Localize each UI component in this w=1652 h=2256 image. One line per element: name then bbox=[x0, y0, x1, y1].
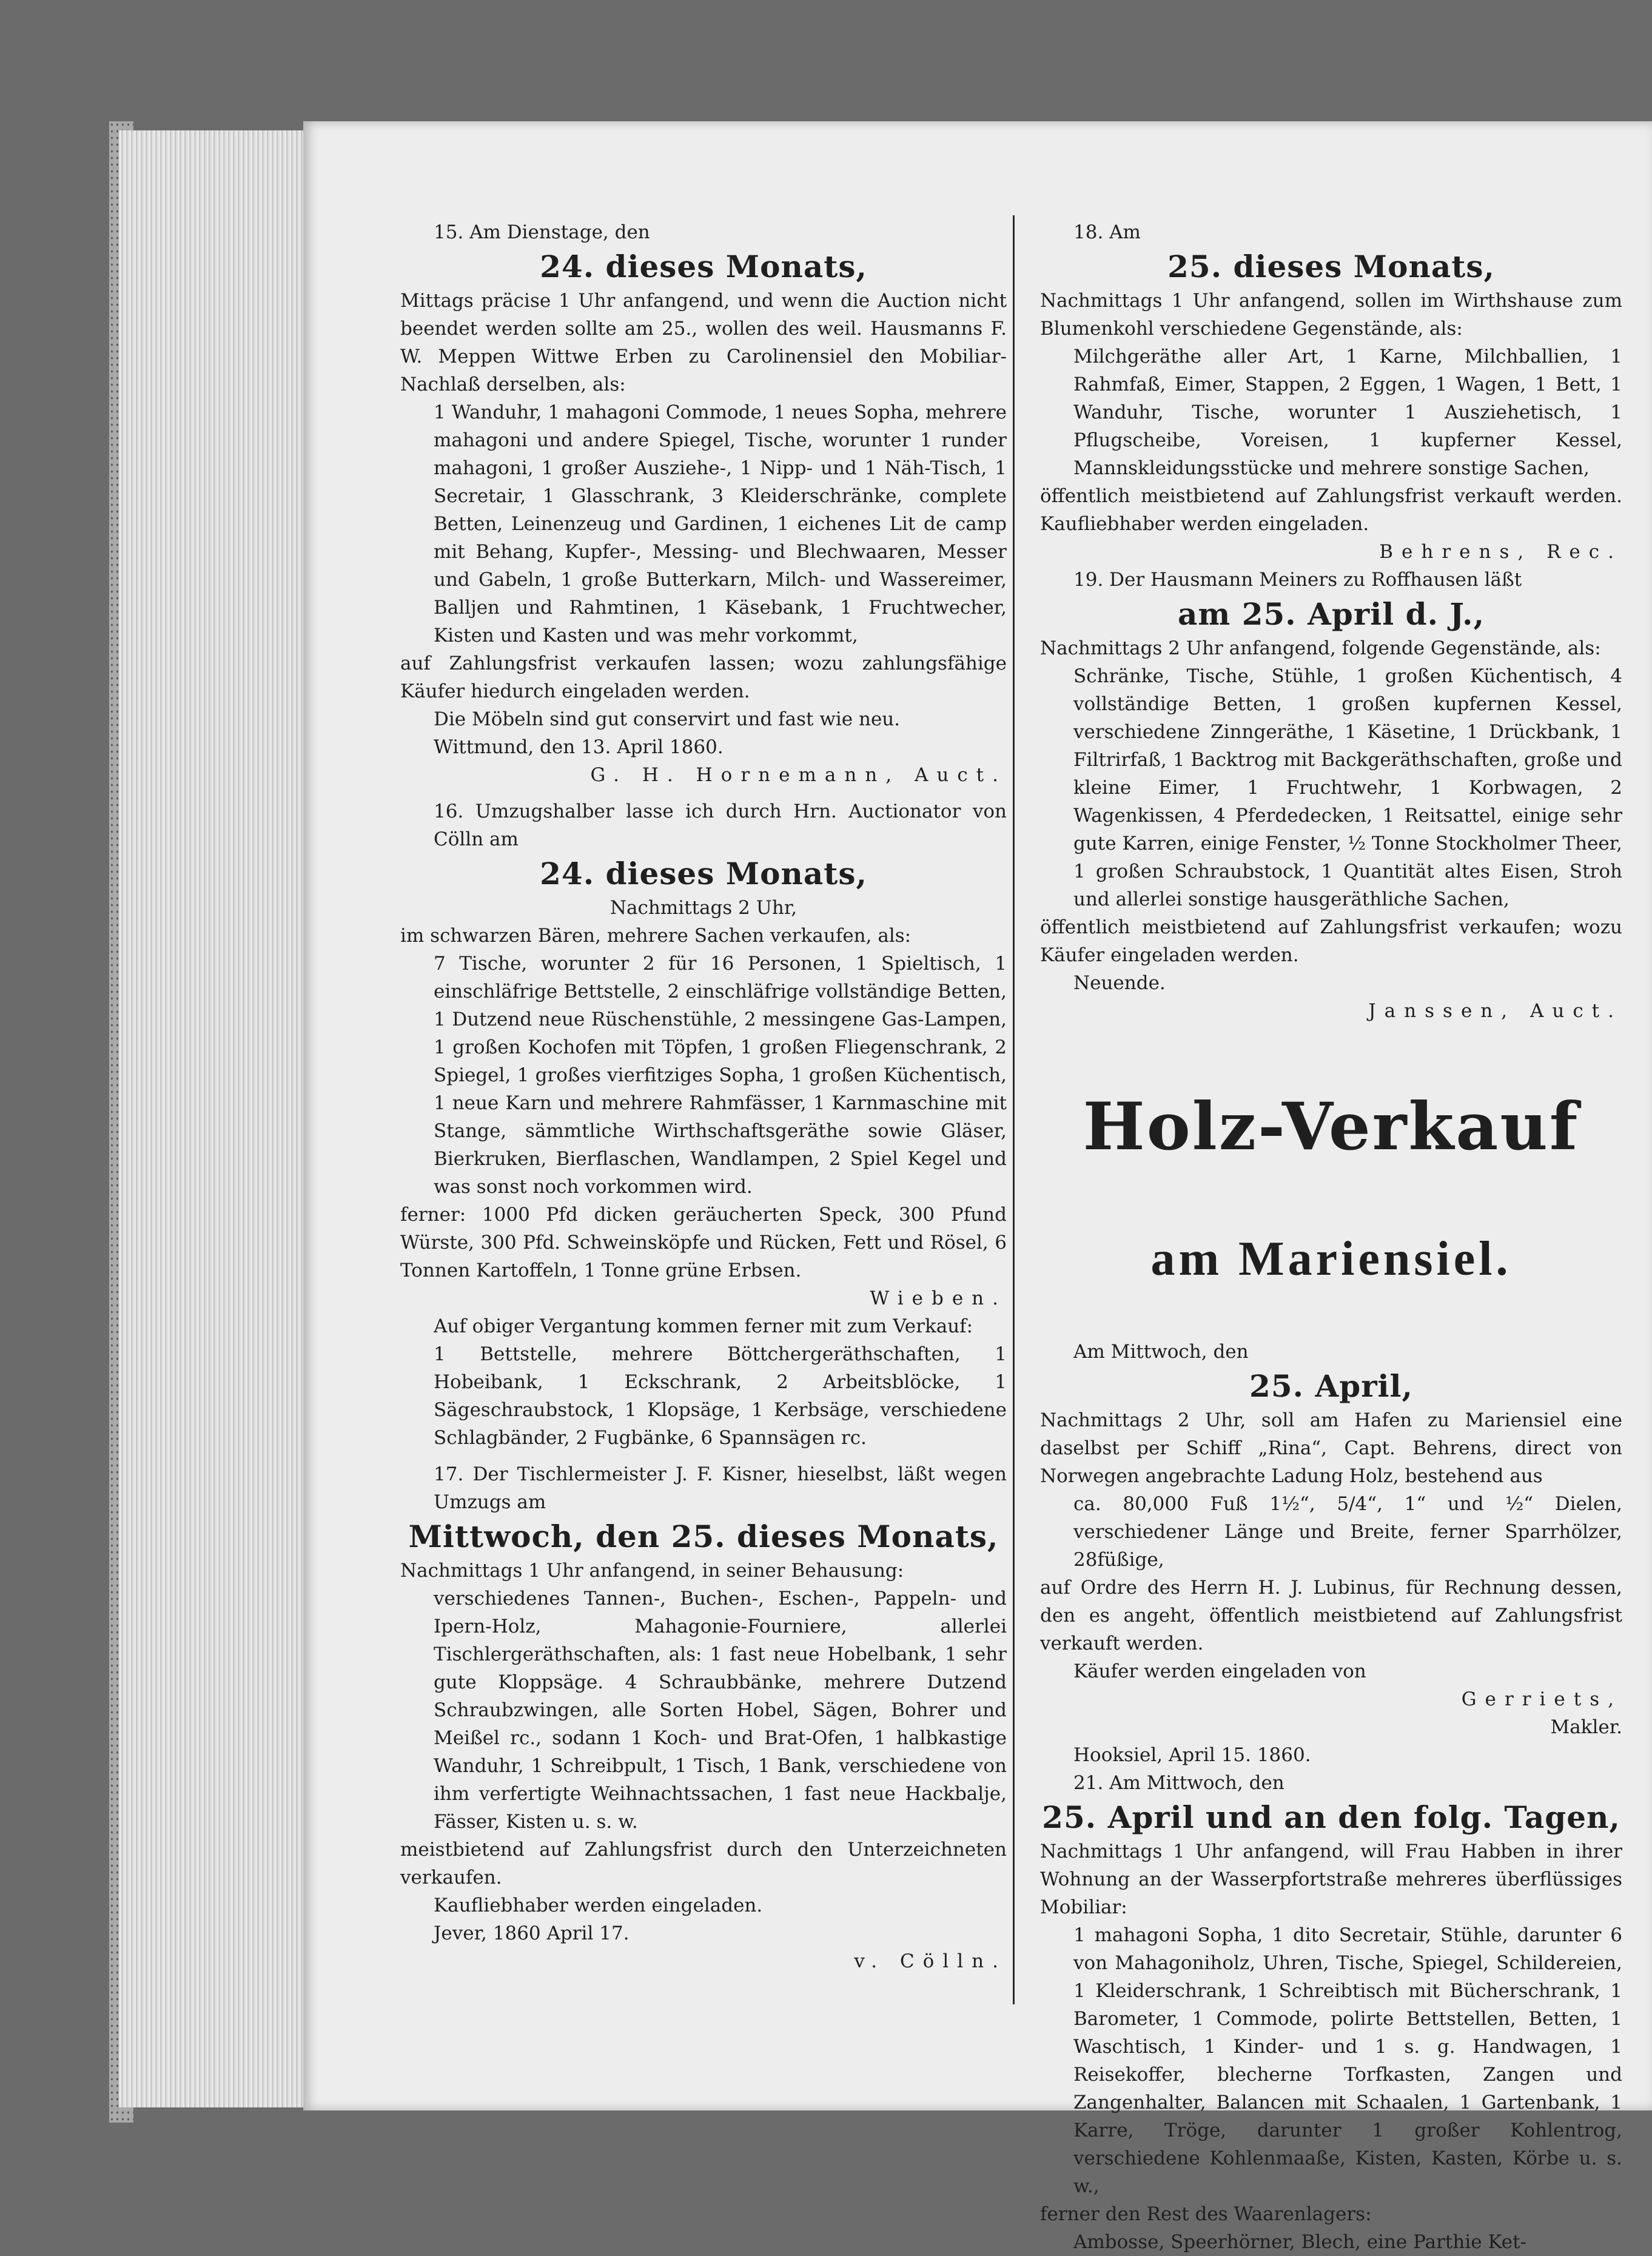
column-divider bbox=[1013, 215, 1015, 2004]
advert-intro: 19. Der Hausmann Meiners zu Roffhausen läßt bbox=[1073, 569, 1522, 591]
advert-items-2: 1 Bettstelle, mehrere Böttchergeräthschaften, 1 Hobeibank, 1 Eckschrank, 2 Arbeitsblöcke, 1 Sägeschraubstock, 1 Klopsäge, 1 Kerbsäge, verschiedene Schlagbänder, 2 Fugbänke, 6 Spannsägen rc. bbox=[434, 1343, 1007, 1449]
advert-date: 24. dieses Monats, bbox=[540, 249, 867, 284]
advert-date: am 25. April d. J., bbox=[1178, 596, 1485, 632]
advert-date: 25. April, bbox=[1249, 1368, 1413, 1404]
advert-note: Die Möbeln sind gut conservirt und fast wie neu. bbox=[434, 708, 901, 730]
advert-items: verschiedenes Tannen-, Buchen-, Eschen-, Pappeln- und Ipern-Holz, Mahagonie-Fourniere, allerlei Tischlergeräthschaften, als: 1 fast neue Hobelbank, 1 sehr gute Kloppsäge. 4 Schraubbänke, mehrere Dutzend Schraubzwingen, alle Sorten Hobel, Sägen, Bohrer und Meißel rc., sodann 1 Koch- und Brat-Ofen, 1 halbkastige Wanduhr, 1 Schreibpult, 1 Tisch, 1 Bank, verschiedene von ihm verfertigte Weihnachtssachen, 1 fast neue Hackbalje, Fässer, Kisten u. s. w. bbox=[434, 1588, 1007, 1833]
advert-intro: 17. Der Tischlermeister J. F. Kisner, hieselbst, läßt wegen Umzugs am bbox=[434, 1463, 1007, 1513]
advert-outro: öffentlich meistbietend auf Zahlungsfrist verkauft werden. Kaufliebhaber werden eingeladen. bbox=[1040, 485, 1622, 535]
advert-intro: 15. Am Dienstage, den bbox=[434, 221, 650, 243]
advert-signature: G. H. Hornemann, Auct. bbox=[590, 764, 1007, 786]
advert-place: Hooksiel, April 15. 1860. bbox=[1073, 1744, 1311, 1766]
advert-time: Nachmittags 2 Uhr, bbox=[609, 897, 797, 919]
advert-heading: Holz-Verkauf bbox=[1083, 1089, 1580, 1165]
advert-items: 7 Tische, worunter 2 für 16 Personen, 1 Spieltisch, 1 einschläfrige Bettstelle, 2 einschläfrige vollständige Betten, 1 Dutzend neue Rüschenstühle, 2 messingene Gas-Lampen, 1 großen Kochofen mit Töpfen, 1 großen Fliegenschrank, 2 Spiegel, 1 großes vierfitziges Sopha, 1 großen Küchentisch, 1 neue Karn und mehrere Rahmfässer, 1 Karnmaschine mit Stange, sämmtliche Wirthschaftsgeräthe sowie Gläser, Bierkruken, Bierflaschen, Wandlampen, 2 Spiel Kegel und was sonst noch vorkommen wird. bbox=[434, 953, 1007, 1198]
advert-place: Jever, 1860 April 17. bbox=[434, 1922, 630, 1944]
advert-19 bbox=[1040, 566, 1622, 1025]
advert-place: Neuende. bbox=[1073, 972, 1166, 994]
advert-intro: Am Mittwoch, den bbox=[1073, 1341, 1249, 1363]
advert-note: Kaufliebhaber werden eingeladen. bbox=[434, 1895, 763, 1916]
advert-outro: auf Ordre des Herrn H. J. Lubinus, für Rechnung dessen, den es angeht, öffentlich meistbietend auf Zahlungsfrist verkauft werden. bbox=[1040, 1577, 1622, 1654]
advert-body: Nachmittags 2 Uhr anfangend, folgende Gegenstände, als: bbox=[1040, 637, 1601, 659]
advert-body: Nachmittags 2 Uhr, soll am Hafen zu Mariensiel eine daselbst per Schiff „Rina“, Capt. Behrens, direct von Norwegen angebrachte Ladung Holz, bestehend aus bbox=[1040, 1409, 1622, 1487]
advert-date: 25. April und an den folg. Tagen, bbox=[1042, 1799, 1620, 1835]
advert-signature: Gerriets, bbox=[1461, 1688, 1622, 1710]
advert-date: 24. dieses Monats, bbox=[540, 856, 867, 891]
advert-body: im schwarzen Bären, mehrere Sachen verkaufen, als: bbox=[400, 925, 912, 947]
left-column bbox=[400, 218, 1007, 1975]
advert-15 bbox=[400, 218, 1007, 789]
advert-items-2: Ambosse, Speerhörner, Blech, eine Parthie Ket- bbox=[1073, 2231, 1527, 2253]
advert-17 bbox=[400, 1460, 1007, 1975]
advert-date: Mittwoch, den 25. dieses Monats, bbox=[408, 1519, 999, 1554]
advert-signature-title: Makler. bbox=[1550, 1716, 1622, 1738]
advert-outro: auf Zahlungsfrist verkaufen lassen; wozu zahlungsfähige Käufer hiedurch eingeladen werden. bbox=[400, 653, 1007, 702]
advert-subheading: am Mariensiel. bbox=[1150, 1232, 1512, 1286]
advert-21 bbox=[1040, 1769, 1622, 2256]
advert-items: 1 Wanduhr, 1 mahagoni Commode, 1 neues Sopha, mehrere mahagoni und andere Spiegel, Tische, worunter 1 runder mahagoni, 1 großer Ausziehe-, 1 Nipp- und 1 Näh-Tisch, 1 Secretair, 1 Glasschrank, 3 Kleiderschränke, complete Betten, Leinenzeug und Gardinen, 1 eichenes Lit de camp mit Behang, Kupfer-, Messing- und Blechwaaren, Messer und Gabeln, 1 große Butterkarn, Milch- und Wassereimer, Balljen und Rahmtinen, 1 Käsebank, 1 Fruchtwecher, Kisten und Kasten und was mehr vorkommt, bbox=[434, 401, 1007, 646]
advert-place: Wittmund, den 13. April 1860. bbox=[434, 736, 724, 758]
page-stack-edge bbox=[119, 130, 307, 2107]
advert-items: ca. 80,000 Fuß 1½“, 5/4“, 1“ und ½“ Dielen, verschiedener Länge und Breite, ferner Sparrhölzer, 28füßige, bbox=[1073, 1493, 1622, 1571]
advert-outro: ferner den Rest des Waarenlagers: bbox=[1040, 2203, 1372, 2225]
advert-16 bbox=[400, 797, 1007, 1452]
advert-items: Milchgeräthe aller Art, 1 Karne, Milchballien, 1 Rahmfaß, Eimer, Stappen, 2 Eggen, 1 Wagen, 1 Bett, 1 Wanduhr, Tische, worunter 1 Ausziehetisch, 1 Pflugscheibe, Voreisen, 1 kupferner Kessel, Mannskleidungsstücke und mehrere sonstige Sachen, bbox=[1073, 346, 1622, 479]
advert-18 bbox=[1040, 218, 1622, 566]
advert-20 bbox=[1040, 1090, 1622, 1769]
advert-intro: 16. Umzugshalber lasse ich durch Hrn. Auctionator von Cölln am bbox=[434, 801, 1007, 850]
advert-intro: 21. Am Mittwoch, den bbox=[1073, 1772, 1284, 1794]
advert-signature: v. Cölln. bbox=[854, 1950, 1007, 1972]
advert-signature: Behrens, Rec. bbox=[1379, 541, 1622, 563]
newspaper-page bbox=[303, 121, 1652, 2253]
advert-body: Nachmittags 1 Uhr anfangend, in seiner Behausung: bbox=[400, 1560, 904, 1582]
advert-ferner: ferner: 1000 Pfd dicken geräucherten Speck, 300 Pfund Würste, 300 Pfd. Schweinsköpfe und Rücken, Fett und Rösel, 6 Tonnen Kartoffeln, 1 Tonne grüne Erbsen. bbox=[400, 1204, 1007, 1281]
advert-items: Schränke, Tische, Stühle, 1 großen Küchentisch, 4 vollständige Betten, 1 großen kupfernen Kessel, verschiedene Zinngeräthe, 1 Käsetine, 1 Drückbank, 1 Filtrirfaß, 1 Backtrog mit Backgeräthschaften, große und kleine Eimer, 1 Fruchtwehr, 1 Korbwagen, 2 Wagenkissen, 4 Pferdedecken, 1 Reitsattel, einige sehr gute Karren, einige Fenster, ½ Tonne Stockholmer Theer, 1 großen Schraubstock, 1 Quantität altes Eisen, Stroh und allerlei sonstige hausgeräthliche Sachen, bbox=[1073, 665, 1622, 910]
advert-date: 25. dieses Monats, bbox=[1167, 249, 1495, 284]
advert-body: Nachmittags 1 Uhr anfangend, sollen im Wirthshause zum Blumenkohl verschiedene Gegenstände, als: bbox=[1040, 290, 1622, 340]
advert-body: Nachmittags 1 Uhr anfangend, will Frau Habben in ihrer Wohnung an der Wasserpfortstraße mehreres überflüssiges Mobiliar: bbox=[1040, 1841, 1622, 1918]
right-column bbox=[1040, 218, 1622, 2256]
advert-outro: meistbietend auf Zahlungsfrist durch den Unterzeichneten verkaufen. bbox=[400, 1839, 1007, 1888]
advert-signature: Wieben. bbox=[870, 1287, 1007, 1309]
advert-signature: Janssen, Auct. bbox=[1368, 1000, 1622, 1022]
advert-note: Käufer werden eingeladen von bbox=[1073, 1660, 1366, 1682]
advert-items: 1 mahagoni Sopha, 1 dito Secretair, Stühle, darunter 6 von Mahagoniholz, Uhren, Tische, Spiegel, Schildereien, 1 Kleiderschrank, 1 Schreibtisch mit Bücherschrank, 1 Barometer, 1 Commode, polirte Bettstellen, Betten, 1 Waschtisch, 1 Kinder- und 1 s. g. Handwagen, 1 Reisekoffer, blecherne Torfkasten, Zangen und Zangenhalter, Balancen mit Schaalen, 1 Gartenbank, 1 Karre, Tröge, darunter 1 großer Kohlentrog, verschiedene Kohlenmaaße, Kisten, Kasten, Körbe u. s. w., bbox=[1073, 1924, 1622, 2197]
advert-intro: 18. Am bbox=[1073, 221, 1141, 243]
advert-body: Mittags präcise 1 Uhr anfangend, und wenn die Auction nicht beendet werden sollte am 25., wollen des weil. Hausmanns F. W. Meppen Wittwe Erben zu Carolinensiel den Mobiliar-Nachlaß derselben, als: bbox=[400, 290, 1007, 395]
advert-body-2: Auf obiger Vergantung kommen ferner mit zum Verkauf: bbox=[434, 1315, 973, 1337]
advert-outro: öffentlich meistbietend auf Zahlungsfrist verkaufen; wozu Käufer eingeladen werden. bbox=[1040, 916, 1622, 966]
